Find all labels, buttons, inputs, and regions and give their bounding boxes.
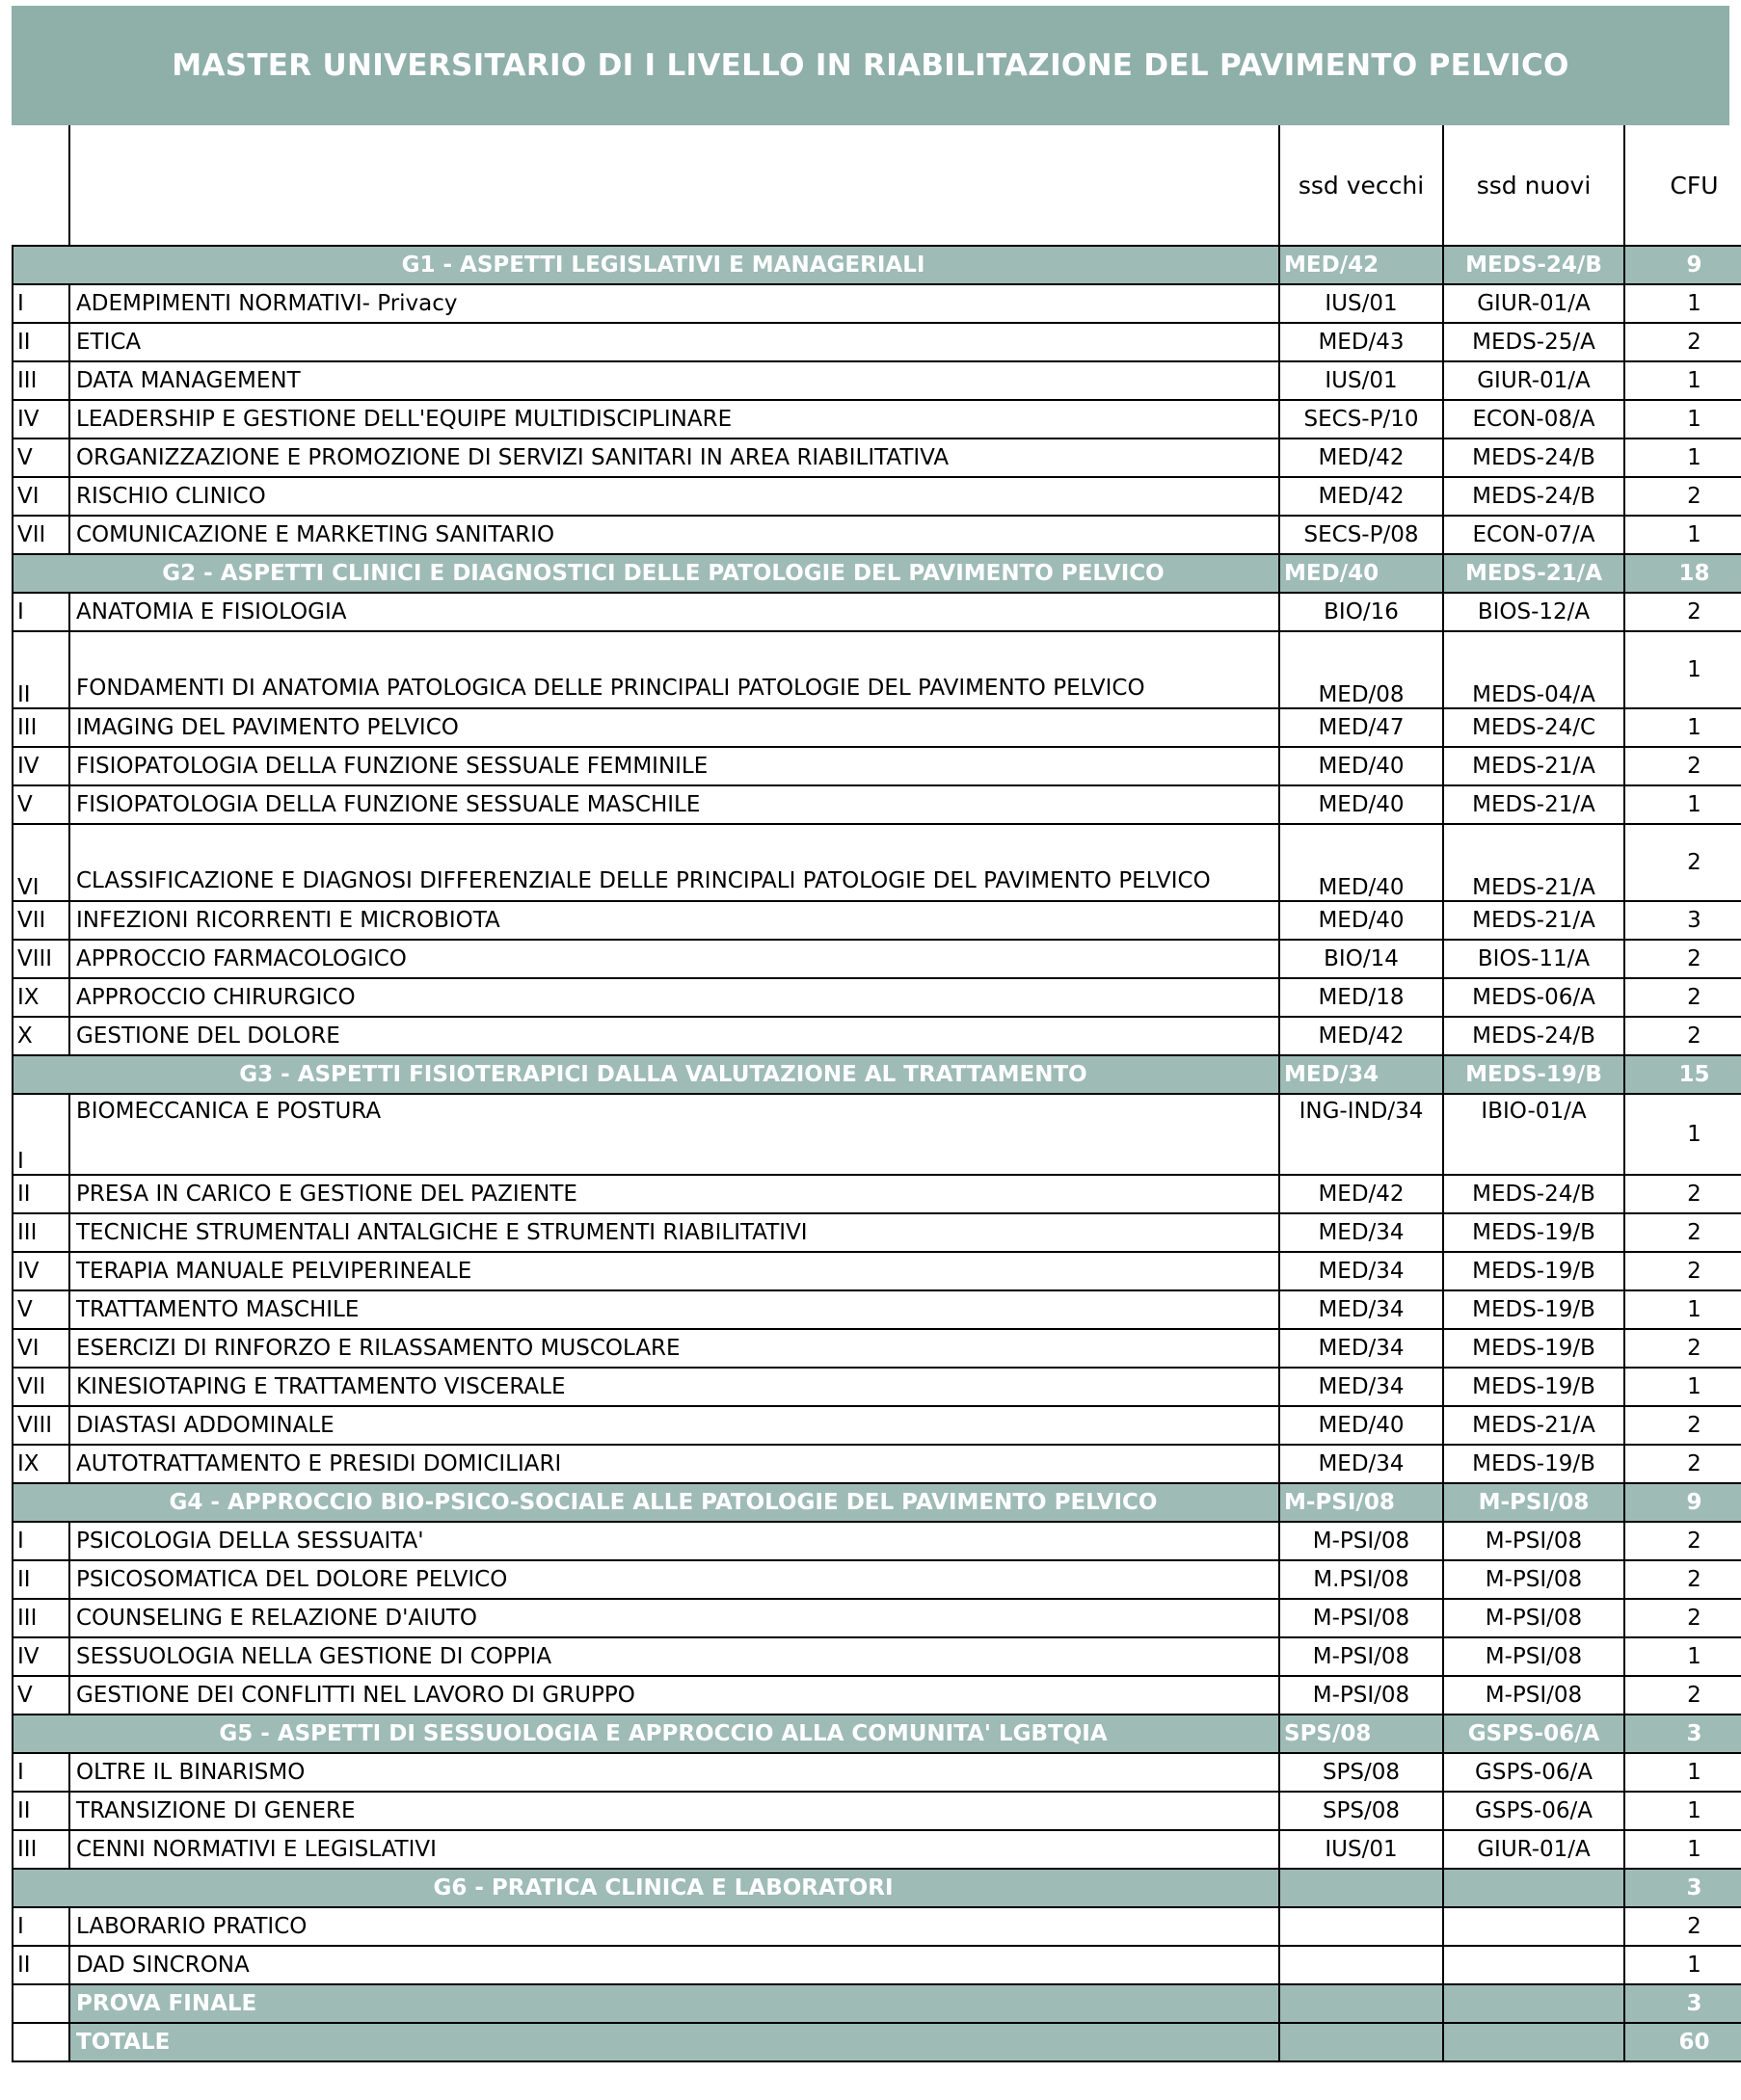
row-cfu: 1 [1624,400,1741,439]
row-cfu: 2 [1624,940,1741,978]
row-cfu: 2 [1624,1252,1741,1290]
group-ssd-new: M-PSI/08 [1443,1483,1624,1522]
table-body [13,125,1741,2061]
row-ssd-old: MED/40 [1279,747,1443,785]
row-cfu: 1 [1624,284,1741,323]
table-row [13,1676,1741,1715]
row-ssd-new: GIUR-01/A [1443,361,1624,400]
row-ssd-new: MEDS-21/A [1443,901,1624,940]
row-cfu: 1 [1624,1753,1741,1792]
row-description: AUTOTRATTAMENTO E PRESIDI DOMICILIARI [69,1445,1279,1483]
row-description: ETICA [69,323,1279,361]
total-row [13,2023,1741,2061]
group-ssd-old: MED/40 [1279,554,1443,593]
row-ssd-new: M-PSI/08 [1443,1522,1624,1560]
row-cfu: 2 [1624,747,1741,785]
table-row [13,708,1741,747]
row-number: V [13,1676,69,1715]
table-row [13,1637,1741,1676]
row-description: ORGANIZZAZIONE E PROMOZIONE DI SERVIZI SANITARI IN AREA RIABILITATIVA [69,439,1279,477]
row-ssd-old: MED/42 [1279,1175,1443,1213]
row-ssd-new: GSPS-06/A [1443,1792,1624,1830]
row-ssd-new: MEDS-24/B [1443,1175,1624,1213]
row-ssd-old: MED/34 [1279,1213,1443,1252]
table-row [13,400,1741,439]
row-description: PSICOLOGIA DELLA SESSUAITA' [69,1522,1279,1560]
row-ssd-old: MED/47 [1279,708,1443,747]
row-number: VI [13,824,69,901]
group-ssd-new: MEDS-24/B [1443,246,1624,284]
row-description: RISCHIO CLINICO [69,477,1279,516]
summary-label: PROVA FINALE [69,1984,1279,2023]
row-ssd-old: SECS-P/10 [1279,400,1443,439]
row-description: ADEMPIMENTI NORMATIVI- Privacy [69,284,1279,323]
row-number: I [13,593,69,631]
row-ssd-new: MEDS-21/A [1443,1406,1624,1445]
header-num [13,125,69,246]
row-cfu: 2 [1624,1599,1741,1637]
row-description: DIASTASI ADDOMINALE [69,1406,1279,1445]
table-row [13,284,1741,323]
group-ssd-new: GSPS-06/A [1443,1715,1624,1753]
row-description: PSICOSOMATICA DEL DOLORE PELVICO [69,1560,1279,1599]
group-title: G2 - ASPETTI CLINICI E DIAGNOSTICI DELLE PATOLOGIE DEL PAVIMENTO PELVICO [13,554,1279,593]
header-cfu: CFU [1624,125,1741,246]
row-description: APPROCCIO CHIRURGICO [69,978,1279,1017]
row-number: III [13,361,69,400]
row-description: TRATTAMENTO MASCHILE [69,1290,1279,1329]
final-exam-row [13,1984,1741,2023]
row-description: DAD SINCRONA [69,1946,1279,1984]
row-ssd-old [1279,1907,1443,1946]
row-number: I [13,1522,69,1560]
group-title: G1 - ASPETTI LEGISLATIVI E MANAGERIALI [13,246,1279,284]
group-row [13,246,1741,284]
row-ssd-old: MED/34 [1279,1252,1443,1290]
summary-empty-cell [1443,1984,1624,2023]
row-ssd-new: MEDS-25/A [1443,323,1624,361]
row-ssd-old: IUS/01 [1279,1830,1443,1869]
row-number: VII [13,901,69,940]
row-cfu: 2 [1624,1907,1741,1946]
group-ssd-new [1443,1869,1624,1907]
row-cfu: 3 [1624,901,1741,940]
row-ssd-new: MEDS-21/A [1443,824,1624,901]
row-number: IV [13,747,69,785]
group-ssd-old [1279,1869,1443,1907]
row-ssd-old: IUS/01 [1279,361,1443,400]
table-row [13,1094,1741,1175]
row-number: X [13,1017,69,1055]
group-cfu: 9 [1624,246,1741,284]
row-ssd-old: MED/40 [1279,1406,1443,1445]
table-row [13,824,1741,901]
row-cfu: 2 [1624,1329,1741,1368]
table-row [13,1792,1741,1830]
row-ssd-new: GIUR-01/A [1443,284,1624,323]
group-title: G4 - APPROCCIO BIO-PSICO-SOCIALE ALLE PATOLOGIE DEL PAVIMENTO PELVICO [13,1483,1279,1522]
row-number: V [13,785,69,824]
table-row [13,1175,1741,1213]
row-ssd-new: ECON-07/A [1443,516,1624,554]
row-number: I [13,1094,69,1175]
table-row [13,1290,1741,1329]
row-ssd-new: MEDS-19/B [1443,1329,1624,1368]
group-row [13,1715,1741,1753]
row-number: III [13,708,69,747]
row-number: II [13,1792,69,1830]
row-description: TERAPIA MANUALE PELVIPERINEALE [69,1252,1279,1290]
row-description: FISIOPATOLOGIA DELLA FUNZIONE SESSUALE MASCHILE [69,785,1279,824]
row-number: II [13,323,69,361]
row-ssd-old: MED/34 [1279,1290,1443,1329]
row-cfu: 1 [1624,708,1741,747]
row-cfu: 2 [1624,1676,1741,1715]
row-ssd-old: MED/18 [1279,978,1443,1017]
group-cfu: 15 [1624,1055,1741,1094]
row-ssd-new: MEDS-24/B [1443,1017,1624,1055]
row-ssd-new: ECON-08/A [1443,400,1624,439]
row-ssd-old: SPS/08 [1279,1792,1443,1830]
row-number: III [13,1213,69,1252]
row-description: ANATOMIA E FISIOLOGIA [69,593,1279,631]
row-description: IMAGING DEL PAVIMENTO PELVICO [69,708,1279,747]
table-row [13,940,1741,978]
row-cfu: 2 [1624,1445,1741,1483]
row-number: II [13,1946,69,1984]
row-cfu: 2 [1624,593,1741,631]
row-number: IV [13,400,69,439]
row-ssd-new: MEDS-19/B [1443,1445,1624,1483]
table-row [13,1522,1741,1560]
table-row [13,1213,1741,1252]
group-ssd-old: SPS/08 [1279,1715,1443,1753]
group-title: G3 - ASPETTI FISIOTERAPICI DALLA VALUTAZIONE AL TRATTAMENTO [13,1055,1279,1094]
row-number: V [13,439,69,477]
row-description: KINESIOTAPING E TRATTAMENTO VISCERALE [69,1368,1279,1406]
row-number: VI [13,1329,69,1368]
group-row [13,554,1741,593]
row-number: VIII [13,940,69,978]
row-ssd-new: MEDS-06/A [1443,978,1624,1017]
table-row [13,1252,1741,1290]
table-row [13,978,1741,1017]
row-ssd-old: MED/40 [1279,901,1443,940]
table-row [13,323,1741,361]
row-cfu: 2 [1624,1175,1741,1213]
row-cfu: 1 [1624,1368,1741,1406]
table-row [13,1907,1741,1946]
row-description: LEADERSHIP E GESTIONE DELL'EQUIPE MULTIDISCIPLINARE [69,400,1279,439]
table-row [13,631,1741,708]
summary-empty-cell [1279,1984,1443,2023]
table-row [13,1445,1741,1483]
page-title: MASTER UNIVERSITARIO DI I LIVELLO IN RIABILITAZIONE DEL PAVIMENTO PELVICO [12,6,1729,125]
row-ssd-new: IBIO-01/A [1443,1094,1624,1175]
row-cfu: 1 [1624,1830,1741,1869]
row-ssd-old: M-PSI/08 [1279,1637,1443,1676]
row-number: IX [13,1445,69,1483]
row-cfu: 1 [1624,1637,1741,1676]
row-number: II [13,1175,69,1213]
table-row [13,747,1741,785]
row-ssd-old: BIO/14 [1279,940,1443,978]
row-cfu: 1 [1624,631,1741,708]
group-row [13,1055,1741,1094]
row-cfu: 2 [1624,1560,1741,1599]
summary-label: TOTALE [69,2023,1279,2061]
row-cfu: 2 [1624,978,1741,1017]
summary-blank-cell [13,2023,69,2061]
row-ssd-new: BIOS-12/A [1443,593,1624,631]
row-cfu: 2 [1624,824,1741,901]
row-description: GESTIONE DEI CONFLITTI NEL LAVORO DI GRUPPO [69,1676,1279,1715]
row-ssd-new: MEDS-04/A [1443,631,1624,708]
row-ssd-new: GSPS-06/A [1443,1753,1624,1792]
row-number: VIII [13,1406,69,1445]
table-row [13,1329,1741,1368]
row-description: LABORARIO PRATICO [69,1907,1279,1946]
group-row [13,1869,1741,1907]
row-cfu: 1 [1624,1094,1741,1175]
row-ssd-old: SECS-P/08 [1279,516,1443,554]
row-cfu: 1 [1624,361,1741,400]
group-ssd-new: MEDS-19/B [1443,1055,1624,1094]
header-ssd-new: ssd nuovi [1443,125,1624,246]
table-row [13,1599,1741,1637]
group-title: G5 - ASPETTI DI SESSUOLOGIA E APPROCCIO ALLA COMUNITA' LGBTQIA [13,1715,1279,1753]
group-cfu: 18 [1624,554,1741,593]
table-row [13,1946,1741,1984]
row-description: COMUNICAZIONE E MARKETING SANITARIO [69,516,1279,554]
table-row [13,1017,1741,1055]
row-cfu: 2 [1624,1213,1741,1252]
row-cfu: 1 [1624,1290,1741,1329]
row-ssd-old: M.PSI/08 [1279,1560,1443,1599]
row-ssd-old: M-PSI/08 [1279,1522,1443,1560]
row-ssd-new: M-PSI/08 [1443,1676,1624,1715]
group-cfu: 3 [1624,1869,1741,1907]
row-description: INFEZIONI RICORRENTI E MICROBIOTA [69,901,1279,940]
row-ssd-old: MED/42 [1279,1017,1443,1055]
table-row [13,439,1741,477]
group-ssd-old: MED/42 [1279,246,1443,284]
table-row [13,901,1741,940]
table-row [13,516,1741,554]
row-description: FISIOPATOLOGIA DELLA FUNZIONE SESSUALE FEMMINILE [69,747,1279,785]
table-row [13,785,1741,824]
curriculum-sheet [12,6,1729,2062]
header-ssd-old: ssd vecchi [1279,125,1443,246]
table-row [13,593,1741,631]
row-ssd-new: MEDS-19/B [1443,1290,1624,1329]
row-ssd-old: MED/40 [1279,785,1443,824]
row-ssd-old: IUS/01 [1279,284,1443,323]
row-cfu: 2 [1624,323,1741,361]
row-ssd-new: MEDS-24/B [1443,477,1624,516]
row-ssd-old: SPS/08 [1279,1753,1443,1792]
row-description: OLTRE IL BINARISMO [69,1753,1279,1792]
row-ssd-new: MEDS-21/A [1443,785,1624,824]
header-desc [69,125,1279,246]
row-ssd-new [1443,1946,1624,1984]
row-number: VII [13,1368,69,1406]
row-ssd-old: MED/34 [1279,1445,1443,1483]
row-ssd-new: MEDS-24/B [1443,439,1624,477]
row-description: TECNICHE STRUMENTALI ANTALGICHE E STRUMENTI RIABILITATIVI [69,1213,1279,1252]
row-number: II [13,1560,69,1599]
row-description: ESERCIZI DI RINFORZO E RILASSAMENTO MUSCOLARE [69,1329,1279,1368]
row-ssd-old: MED/34 [1279,1329,1443,1368]
row-ssd-new [1443,1907,1624,1946]
table-row [13,1406,1741,1445]
table-row [13,1830,1741,1869]
row-ssd-old: ING-IND/34 [1279,1094,1443,1175]
row-ssd-old: MED/34 [1279,1368,1443,1406]
row-number: I [13,1907,69,1946]
row-ssd-new: M-PSI/08 [1443,1599,1624,1637]
row-number: III [13,1830,69,1869]
row-cfu: 1 [1624,1946,1741,1984]
curriculum-table [12,125,1741,2062]
row-ssd-new: M-PSI/08 [1443,1637,1624,1676]
row-ssd-new: MEDS-19/B [1443,1213,1624,1252]
row-cfu: 2 [1624,1406,1741,1445]
row-description: COUNSELING E RELAZIONE D'AIUTO [69,1599,1279,1637]
table-row [13,1753,1741,1792]
row-description: PRESA IN CARICO E GESTIONE DEL PAZIENTE [69,1175,1279,1213]
summary-empty-cell [1443,2023,1624,2061]
row-cfu: 2 [1624,1017,1741,1055]
row-ssd-new: GIUR-01/A [1443,1830,1624,1869]
row-number: I [13,284,69,323]
group-title: G6 - PRATICA CLINICA E LABORATORI [13,1869,1279,1907]
row-number: II [13,631,69,708]
row-description: TRANSIZIONE DI GENERE [69,1792,1279,1830]
row-cfu: 1 [1624,785,1741,824]
row-number: VI [13,477,69,516]
row-number: I [13,1753,69,1792]
row-cfu: 2 [1624,1522,1741,1560]
row-number: III [13,1599,69,1637]
summary-blank-cell [13,1984,69,2023]
group-ssd-old: M-PSI/08 [1279,1483,1443,1522]
row-ssd-new: MEDS-24/C [1443,708,1624,747]
row-description: FONDAMENTI DI ANATOMIA PATOLOGICA DELLE PRINCIPALI PATOLOGIE DEL PAVIMENTO PELVICO [69,631,1279,708]
summary-cfu: 60 [1624,2023,1741,2061]
group-cfu: 3 [1624,1715,1741,1753]
table-row [13,477,1741,516]
row-ssd-old: MED/43 [1279,323,1443,361]
summary-cfu: 3 [1624,1984,1741,2023]
row-ssd-new: M-PSI/08 [1443,1560,1624,1599]
row-ssd-old [1279,1946,1443,1984]
row-cfu: 1 [1624,439,1741,477]
row-ssd-new: MEDS-19/B [1443,1252,1624,1290]
group-ssd-new: MEDS-21/A [1443,554,1624,593]
table-row [13,361,1741,400]
table-row [13,1368,1741,1406]
row-ssd-old: MED/08 [1279,631,1443,708]
row-cfu: 2 [1624,477,1741,516]
row-number: V [13,1290,69,1329]
row-number: IX [13,978,69,1017]
row-description: BIOMECCANICA E POSTURA [69,1094,1279,1175]
row-description: SESSUOLOGIA NELLA GESTIONE DI COPPIA [69,1637,1279,1676]
row-ssd-old: MED/42 [1279,439,1443,477]
row-cfu: 1 [1624,1792,1741,1830]
row-ssd-old: BIO/16 [1279,593,1443,631]
row-number: VII [13,516,69,554]
group-row [13,1483,1741,1522]
row-description: CLASSIFICAZIONE E DIAGNOSI DIFFERENZIALE DELLE PRINCIPALI PATOLOGIE DEL PAVIMENTO PELVICO [69,824,1279,901]
row-ssd-old: MED/42 [1279,477,1443,516]
row-ssd-new: MEDS-21/A [1443,747,1624,785]
group-cfu: 9 [1624,1483,1741,1522]
table-row [13,1560,1741,1599]
header-row [13,125,1741,246]
row-description: DATA MANAGEMENT [69,361,1279,400]
row-number: IV [13,1252,69,1290]
row-ssd-old: M-PSI/08 [1279,1676,1443,1715]
row-number: IV [13,1637,69,1676]
summary-empty-cell [1279,2023,1443,2061]
row-cfu: 1 [1624,516,1741,554]
group-ssd-old: MED/34 [1279,1055,1443,1094]
row-ssd-new: BIOS-11/A [1443,940,1624,978]
row-description: CENNI NORMATIVI E LEGISLATIVI [69,1830,1279,1869]
row-description: APPROCCIO FARMACOLOGICO [69,940,1279,978]
row-ssd-new: MEDS-19/B [1443,1368,1624,1406]
row-ssd-old: M-PSI/08 [1279,1599,1443,1637]
row-description: GESTIONE DEL DOLORE [69,1017,1279,1055]
row-ssd-old: MED/40 [1279,824,1443,901]
